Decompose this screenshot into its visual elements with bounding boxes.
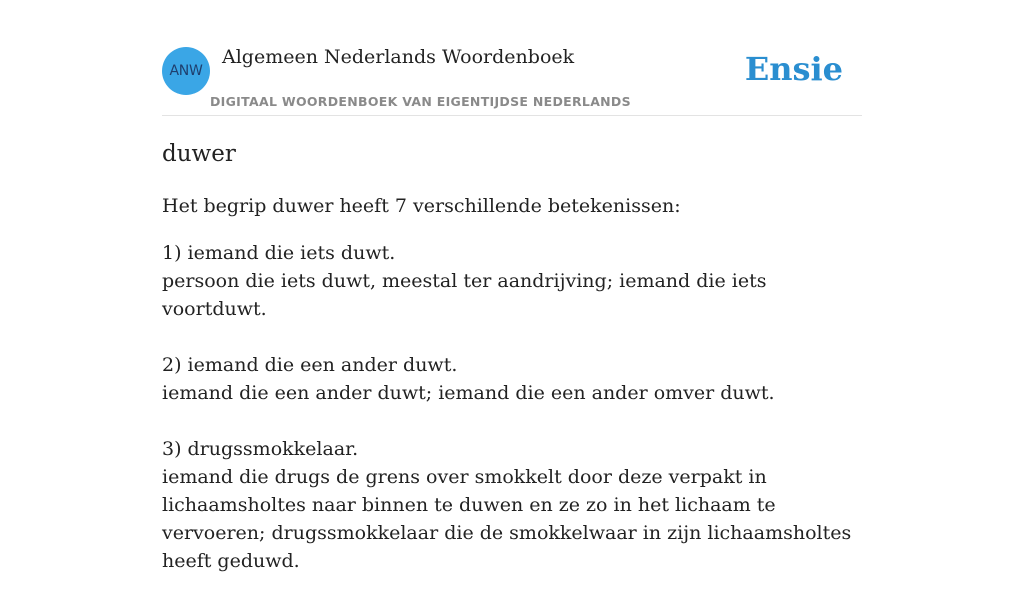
meanings-list (162, 239, 862, 603)
meaning-title: 3) drugssmokkelaar. (162, 438, 359, 460)
entry-intro: Het begrip duwer heeft 7 verschillende betekenissen: (162, 195, 681, 217)
meaning-title: 2) iemand die een ander duwt. (162, 354, 458, 376)
site-header (162, 0, 862, 116)
meaning-item (162, 435, 862, 575)
anw-logo-text: ANW (169, 63, 203, 79)
meaning-item (162, 351, 862, 407)
anw-logo[interactable] (162, 47, 210, 95)
meaning-description: iemand die drugs de grens over smokkelt door deze verpakt in lichaamsholtes naar binnen te duwen en ze zo in het lichaam te vervoeren; drugssmokkelaar die de smokkelwaar in zijn lichaamsholtes heeft geduwd. (162, 466, 852, 572)
entry-word-title: duwer (162, 141, 236, 167)
site-subtitle: DIGITAAL WOORDENBOEK VAN EIGENTIJDSE NEDERLANDS (210, 94, 631, 109)
site-title-link[interactable]: Algemeen Nederlands Woordenboek (222, 46, 575, 68)
meaning-description: iemand die een ander duwt; iemand die een ander omver duwt. (162, 382, 775, 404)
meaning-item (162, 239, 862, 323)
page-container (162, 0, 862, 572)
meaning-title: 1) iemand die iets duwt. (162, 242, 396, 264)
meaning-description: persoon die iets duwt, meestal ter aandrijving; iemand die iets voortduwt. (162, 270, 767, 320)
ensie-brand-link[interactable]: Ensie (744, 50, 843, 88)
